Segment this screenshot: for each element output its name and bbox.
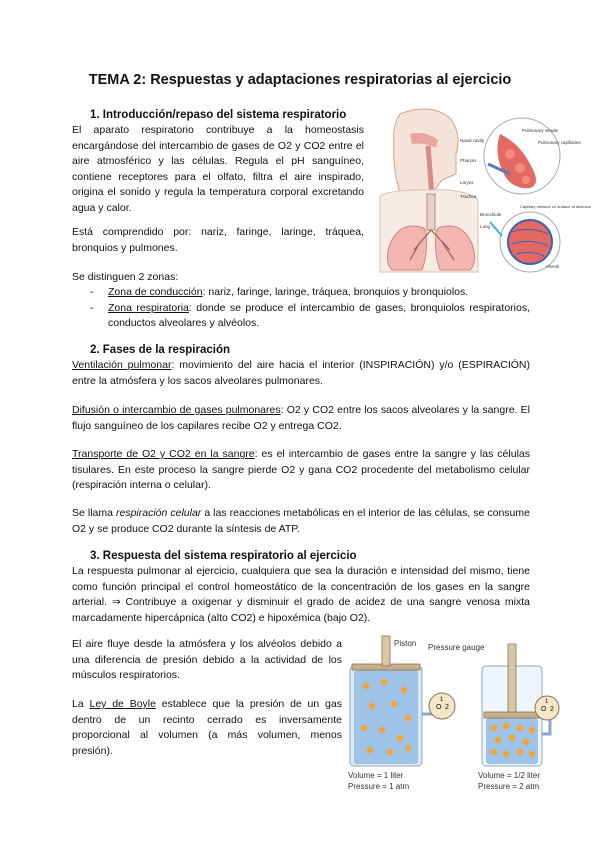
figure-label: Pulmonary capillaries [538,140,581,145]
figure-label: Nasal cavity [460,138,485,143]
alveolus [505,149,515,159]
zone-term: Zona respiratoria [108,301,189,314]
gauge-dial-label: 1 [440,697,444,703]
text-fragment: La [72,698,90,710]
phase-transport [72,447,530,494]
right-pressure-label: Pressure = 2 atm [478,782,540,791]
gauge-tube-right [542,720,550,734]
respiratory-system-figure [370,104,591,274]
phase-text: : movimiento del aire hacia el interior (INSPIRACIÓN) y/o (ESPIRACIÓN) entre la atmósfera y los sacos alveolares pulmonares. [72,359,531,387]
left-volume-label: Volume = 1 liter [348,771,404,780]
right-volume-label: Volume = 1/2 liter [478,771,541,780]
section-1-paragraph-3: Se distinguen 2 zonas: [72,271,179,283]
figure-label: Alveoli [546,264,560,269]
figure-label: Lung [480,224,491,229]
piston-rod-left [382,636,390,666]
text-fragment: a las reacciones metabólicas en el interior de las células, se consume O2 y se produce CO2 durante la síntesis de ATP. [72,507,530,535]
boyle-law-paragraph [72,697,342,759]
figure-label: Bronchiole [480,212,502,217]
phase-term: Difusión o intercambio de gases pulmonares [72,404,281,416]
figure-label: Pulmonary venule [522,128,559,133]
boyle-law-figure [344,634,560,796]
gauge-dial-label: 2 [445,704,449,711]
piston-right [484,712,540,718]
figure-label: Pharynx [460,158,477,163]
phase-term: Transporte de O2 y CO2 en la sangre [72,448,255,460]
section-3-paragraph-2: El aire fluye desde la atmósfera y los alvéolos debido a una diferencia de presión debido a la actividad de los músculos respiratorios. [72,638,342,682]
figure-label: Capillary network on surface of alveolus [520,204,591,209]
page-title: TEMA 2: Respuestas y adaptaciones respiratorias al ejercicio [88,72,512,88]
list-item [88,285,530,301]
phase-text: : O2 y CO2 entre los sacos alveolares y la sangre. El flujo sanguíneo de los capilares recibe O2 y entrega CO2. [72,404,530,432]
gauge-label: Pressure gauge [428,643,485,652]
boyle-law-term: Ley de Boyle [89,698,156,710]
phase-text: : es el intercambio de gases entre la sangre y las células tisulares. En este proceso la sangre pierde O2 y gana CO2 procedente del metabolismo celular (respiración interna o celular). [72,448,530,492]
pointer-arrow [490,222,502,236]
phase-diffusion [72,403,530,434]
section-1-heading: 1. Introducción/repaso del sistema respiratorio [90,109,347,121]
gauge-dial-label: 2 [550,706,554,713]
figure-label: Trachea [460,194,477,199]
cellular-respiration-term: respiración celular [115,507,202,519]
alveolus [522,176,530,184]
phase-term: Ventilación pulmonar [72,359,172,371]
cellular-respiration-paragraph [72,506,530,537]
text-fragment: establece que la presión de un gas dentro de un recinto cerrado es inversamente proporcional al volumen (a más volumen, menos presión). [72,698,342,757]
section-1-paragraph-2: Está comprendido por: nariz, faringe, laringe, tráquea, bronquios y pulmones. [72,226,364,254]
section-1-paragraph-1: El aparato respiratorio contribuye a la homeostasis encargándose del intercambio de gases de O2 y CO2 entre el aire atmosférico y las células. Regula el pH sanguíneo, contiene receptores para el olfato, filtra el aire inspirado, origina el sonido y regula la temperatura corporal excretando agua y calor. [72,124,364,214]
gauge-dial-label: 1 [545,699,549,705]
alveolus [515,163,525,173]
section-2-heading: 2. Fases de la respiración [90,344,230,356]
gauge-dial-label: O [541,706,547,713]
section-3-paragraph-1: La respuesta pulmonar al ejercicio, cualquiera que sea la duración e intensidad del mismo, tiene como función principal el control homeostático de la concentración de los gases en la sangre arterial. ⇒ Contribuye a oxigenar y disminuir el grado de acidez de una sangre venosa mixta marcadamente hipercápnica (alto CO2) e hipoxémica (bajo O2). [72,565,530,624]
phase-ventilation [72,358,530,389]
piston-rod-right [508,644,516,712]
left-pressure-label: Pressure = 1 atm [348,782,410,791]
text-fragment: Se llama [72,507,116,519]
zone-term: Zona de conducción [108,286,203,298]
list-item [88,301,530,332]
zones-list [88,285,530,332]
section-3-heading: 3. Respuesta del sistema respiratorio al ejercicio [90,550,357,562]
head-outline [394,109,458,194]
piston-label: Piston [394,639,417,648]
zone-text: : nariz, faringe, laringe, tráquea, bronquios y bronquiolos. [202,286,469,298]
figure-label: Larynx [460,180,474,185]
trachea-shape [427,194,435,230]
gauge-dial-label: O [436,704,442,711]
zone-text: : donde se produce el intercambio de gases, bronquiolos respiratorios, conductos alveolares y alvéolos. [108,301,530,330]
